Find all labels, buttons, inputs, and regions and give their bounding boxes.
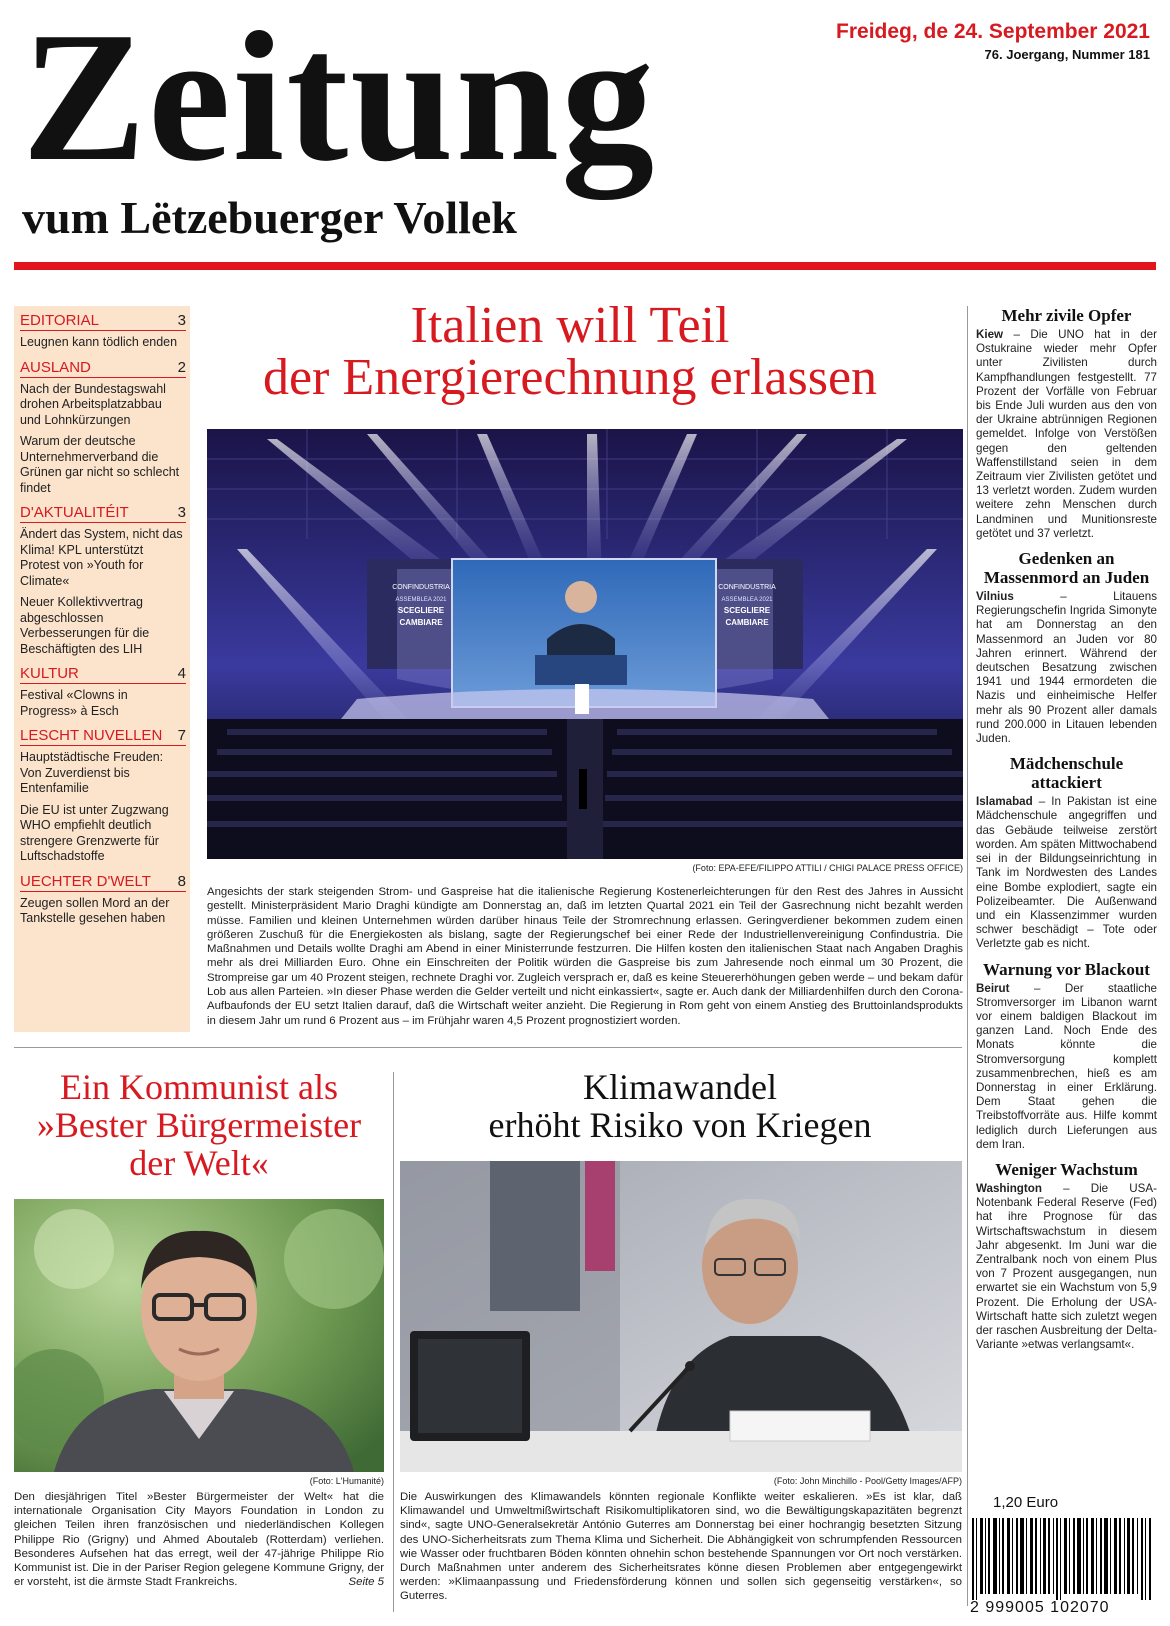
brief-title[interactable]: Mehr zivile Opfer (1001, 306, 1132, 325)
toc-section (20, 359, 186, 497)
brief-article (976, 754, 1157, 951)
mayor-headline-line: Ein Kommunist als (60, 1067, 338, 1107)
main-article-body: Angesichts der stark steigenden Strom- und Gaspreise hat die italienische Regierung Kostenerleichterungen für den Rest des Jahres in Aussicht gestellt. Ministerpräsident Mario Draghi kündigte am Donnerstag an, daß im letzten Quartal 2021 ein Teil der Gasrechnung nicht bezahlt werden müsse. Familien und kleinen Unternehmen würden darüber hinaus Teile der Stromrechnung erlassen. Geringverdiener bekommen zudem einen größeren Zuschuß für die Energiekosten als bislang, sagte der Regierungschef bei einer Rede der Industriellenvereinigung Confindustria. Die Maßnahmen und Details wollte Draghi am Abend in einer Ministerrunde festzurren. Die Hilfen kosten den italienischen Staat nach Angaben Draghis mehr als drei Milliarden Euro. Ohne ein Einschreiten der Politik würden die Gaspreise bis zum Jahresende noch einmal um 30 Prozent, die Strompreise gar um 40 Prozent steigen, rechnete Draghi vor. Zugleich versprach er, daß es keine Steuererhöhungen geben werde – und bekam dafür Lob aus allen Parteien. »In dieser Phase werden die Gelder verteilt und nicht einkassiert«, sagte er. Auch dank der Milliardenhilfen durch den Corona-Aufbaufonds der EU setzt Italien darauf, daß die Wirtschaft weiter anzieht. Die Regierung in Rom geht von einem Anstieg des Bruttoinlandsprodukts in diesem Jahr um rund 6 Prozent aus – im Frühjahr waren 4,5 Prozent prognostiziert worden. (207, 886, 963, 1027)
toc-section (20, 873, 186, 927)
toc-section-heading[interactable] (20, 665, 186, 684)
toc-section (20, 665, 186, 719)
toc-page-number: 3 (177, 504, 186, 521)
brief-title[interactable]: Gedenken an Massenmord an Juden (983, 549, 1150, 588)
barcode-bars (970, 1518, 1156, 1600)
toc-section-title: AUSLAND (20, 358, 91, 376)
toc-section-title: D'AKTUALITÉIT (20, 504, 129, 521)
toc-section-title: KULTUR (20, 665, 79, 682)
toc-section-heading[interactable] (20, 504, 186, 523)
toc-item[interactable]: Hauptstädtische Freuden: Von Zuverdienst bis Entenfamilie (20, 750, 164, 795)
side-screen-slogan2-right: CAMBIARE (725, 618, 769, 627)
toc-item[interactable]: Leugnen kann tödlich enden (20, 335, 178, 349)
toc-item[interactable]: Ändert das System, nicht das Klima! KPL unterstützt Protest von »Youth for Climate« (20, 527, 183, 588)
side-screen-event-left: ASSEMBLEA 2021 (395, 597, 447, 603)
side-screen-slogan1-right: SCEGLIERE (723, 606, 771, 615)
toc-section-heading[interactable] (20, 727, 186, 746)
mayor-headline-line: der Welt« (129, 1143, 269, 1183)
brief-article (976, 549, 1157, 746)
issue-number: 76. Joergang, Nummer 181 (984, 47, 1150, 62)
brief-dateline: Beirut (976, 981, 1010, 995)
brief-dateline: Kiew (976, 328, 1004, 341)
toc-section-heading[interactable] (20, 359, 186, 378)
brief-text (976, 795, 1157, 951)
toc-page-number: 2 (177, 358, 186, 376)
table-of-contents (14, 306, 190, 1032)
news-briefs-column (967, 306, 1157, 1606)
masthead-subtitle: vum Lëtzebuerger Vollek (22, 192, 517, 243)
mayor-headline-line: »Bester Bürgermeister (36, 1105, 362, 1145)
masthead-title: Zeitung (22, 0, 657, 200)
main-photo-caption: (Foto: EPA-EFE/FILIPPO ATTILI / CHIGI PALACE PRESS OFFICE) (692, 863, 963, 873)
brief-body: – Die USA-Notenbank Federal Reserve (Fed) hat ihre Prognose für das Wirtschaftswachstum in diesem Jahr abgesenkt. Im Juni war die Zentralbank noch von einem Plus von 7 Prozent ausgegangen, nun erwartet sie ein Wachstum von 5,9 Prozent. Die Erholung der USA-Wirtschaft hatte sich zuletzt wegen der raschen Ausbreitung der Delta-Variante »etwas verlangsamt«. (976, 1181, 1157, 1352)
side-screen-event-right: ASSEMBLEA 2021 (721, 597, 773, 603)
brief-title[interactable]: Mädchenschule attackiert (1009, 754, 1124, 793)
brief-body: – In Pakistan ist eine Mädchenschule angegriffen und das Gebäude teilweise zerstört worden. Am späten Mittwochabend sei in der Bildungseinrichtung in Tank im Nordwesten des Landes eine Bombe explodiert, sagte ein Polizeibeamter. Die Außenwand und ein Klassenzimmer wurden schwer beschädigt – Tote oder Verletzte gab es nicht. (976, 795, 1157, 951)
issue-date: Freideg, de 24. September 2021 (836, 20, 1150, 43)
guterres-photo (400, 1161, 962, 1472)
brief-dateline: Washington (976, 1181, 1042, 1195)
main-headline[interactable] (200, 297, 940, 406)
toc-page-number: 3 (177, 312, 186, 329)
toc-item[interactable]: Zeugen sollen Mord an der Tankstelle gesehen haben (20, 895, 170, 925)
toc-item[interactable]: Neuer Kollektivvertrag abgeschlossen Verbesserungen für die Beschäftigten des LIH (20, 595, 150, 656)
toc-item[interactable]: Warum der deutsche Unternehmerverband die Grünen gar nicht so schlecht findet (20, 434, 180, 495)
main-headline-line: Italien will Teil (410, 297, 730, 354)
side-screen-slogan1-left: SCEGLIERE (397, 606, 445, 615)
barcode (970, 1518, 1156, 1600)
toc-section (20, 504, 186, 657)
brief-article (976, 306, 1157, 541)
brief-article (976, 960, 1157, 1152)
mayor-article-text: Den diesjährigen Titel »Bester Bürgermeister der Welt« hat die internationale Organisation City Mayors Foundation in London zu gleichen Teilen ihren französischen und niederländischen Kollegen Philippe Rio (Grigny) und Ahmed Aboutaleb (Rotterdam) verliehen. Besonderes Aufsehen hat das erregt, weil der 47-jährige Philippe Rio Kommunist ist. Die in der Pariser Region gelegene Kommune Grigny, der er vorsteht, ist die ärmste Stadt Frankreichs. (14, 1491, 384, 1589)
portrait-image (14, 1199, 384, 1472)
masthead-rule (14, 262, 1156, 270)
conference-stage-image (207, 429, 963, 859)
brief-title[interactable]: Weniger Wachstum (995, 1159, 1138, 1179)
climate-headline-line: Klimawandel (583, 1067, 777, 1107)
column-divider (393, 1072, 394, 1612)
toc-page-number: 8 (177, 872, 186, 890)
toc-page-number: 7 (177, 727, 186, 744)
brief-text (976, 982, 1157, 1152)
toc-section-title: EDITORIAL (20, 312, 99, 329)
toc-item[interactable]: Die EU ist unter Zugzwang WHO empfiehlt deutlich strengere Grenzwerte für Luftschadstoffe (20, 802, 169, 863)
toc-section-heading[interactable] (20, 312, 186, 331)
brief-dateline: Islamabad (976, 795, 1033, 809)
continued-page-link[interactable]: Seite 5 (348, 1576, 384, 1589)
toc-item[interactable]: Nach der Bundestagswahl drohen Arbeitsplatzabbau und Lohnkürzungen (20, 381, 166, 427)
side-screen-slogan2-left: CAMBIARE (399, 618, 443, 627)
mayor-portrait-photo (14, 1199, 384, 1472)
cover-price: 1,20 Euro (993, 1494, 1059, 1511)
un-council-image (400, 1161, 962, 1472)
brief-text (976, 328, 1157, 541)
mayor-photo-caption: (Foto: L'Humanité) (309, 1476, 384, 1486)
brief-article (976, 1160, 1157, 1352)
brief-body: – Litauens Regierungschefin Ingrida Simonyte hat am Donnerstag an den Massenmord an Juden vor 80 Jahren erinnert. Während der deutschen Besatzung zwischen 1941 und 1944 ermordeten die Nazis und einheimische Helfer mehr als 90 Prozent aller damals rund 200.000 in Litauen lebenden Juden. (976, 590, 1157, 746)
mayor-article-body (14, 1490, 384, 1589)
climate-headline[interactable] (400, 1068, 960, 1144)
toc-section (20, 727, 186, 865)
brief-body: – Die UNO hat in der Ostukraine wieder mehr Opfer unter Zivilisten durch Kampfhandlungen festgestellt. 77 Prozent der Vorfälle von Februar bis Ende Juli wurden aus den von der Ukraine abtrünnigen Regionen gemeldet. Infolge von Verstößen gegen den geltenden Waffenstillstand seien in dem Zeitraum vier Zivilisten getötet und 13 verletzt worden. Zudem wurden weitere zehn Menschen durch Landminen und Munitionsreste getötet und 37 verletzt. (976, 328, 1157, 540)
toc-section (20, 312, 186, 351)
toc-section-title: UECHTER D'WELT (20, 872, 151, 890)
brief-text (976, 1182, 1157, 1352)
brief-title[interactable]: Warnung vor Blackout (983, 959, 1150, 979)
guterres-photo-caption: (Foto: John Minchillo - Pool/Getty Images/AFP) (773, 1476, 962, 1486)
brief-text (976, 590, 1157, 746)
section-divider (14, 1047, 962, 1048)
brief-dateline: Vilnius (976, 590, 1014, 604)
side-screen-brand-right: CONFINDUSTRIA (718, 584, 776, 591)
main-headline-line: der Energierechnung erlassen (262, 349, 878, 406)
barcode-number: 2 999005 102070 (970, 1599, 1110, 1616)
toc-section-title: LESCHT NUVELLEN (20, 727, 163, 744)
climate-article-body: Die Auswirkungen des Klimawandels könnten regionale Konflikte weiter eskalieren. »Es ist klar, daß Klimawandel und Umweltmißwirtschaft Risikomultiplikatoren sind, wo die Bewältigungskapazitäten begrenzt sind«, sagte UNO-Generalsekretär António Guterres am Donnerstag bei einer hochrangig besetzten Sitzung des UNO-Sicherheitsrats zum Thema Klima und Sicherheit. Die Abhängigkeit von schrumpfenden Ressourcen wie Wasser oder fruchtbaren Böden könnten ohnehin schon bestehende Spannungen vor Ort noch verstärken. Durch Maßnahmen unter anderem des Sicherheitsrates könne diesen Problemen aber entgegengewirkt werden: »Klimaanpassung und Friedensförderung können und sollen sich gegenseitig verstärken«, so Guterres. (400, 1491, 962, 1603)
main-photo-conference (207, 429, 963, 859)
mayor-headline[interactable] (14, 1068, 384, 1182)
side-screen-brand-left: CONFINDUSTRIA (392, 584, 450, 591)
toc-item[interactable]: Festival «Clowns in Progress» à Esch (20, 688, 128, 718)
toc-section-heading[interactable] (20, 873, 186, 892)
toc-page-number: 4 (177, 665, 186, 682)
brief-body: – Der staatliche Stromversorger im Libanon warnt vor einem baldigen Blackout im ganzen Land. Noch Ende des Monats könnte die Stromversorgung komplett zusammenbrechen, hieß es am Donnerstag in einer Erklärung. Dem Staat gehen die Treibstoffvorräte aus. Hilfe kommt lediglich durch Lieferungen aus dem Iran. (976, 981, 1157, 1151)
climate-headline-line: erhöht Risiko von Kriegen (488, 1105, 872, 1145)
